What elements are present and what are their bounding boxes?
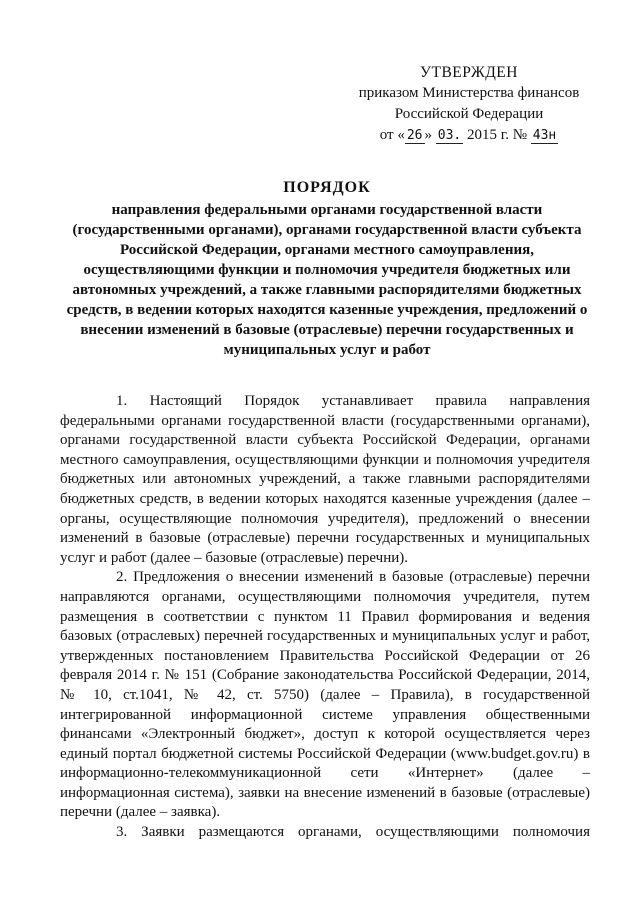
body-line: информационная система), заявки на внесение изменений в базовые (отраслевые): [60, 784, 590, 801]
body-line: перечни (далее – заявка).: [60, 804, 221, 821]
body-line: 3. Заявки размещаются органами, осуществляющими полномочия: [116, 824, 590, 841]
body-line: федеральными органами государственной власти (государственными органами),: [60, 412, 590, 429]
approval-month: 03.: [437, 128, 462, 143]
body-line: органами государственной власти субъекта Российской Федерации, органами: [60, 432, 590, 449]
document-body: [60, 392, 590, 843]
body-line: изменений в базовые (отраслевые) перечни государственных и муниципальных: [60, 530, 590, 547]
title-line: средств, в ведении которых находятся казенные учреждения, предложений о: [66, 302, 588, 318]
body-line: февраля 2014 г. № 151 (Собрание законодательства Российской Федерации, 2014,: [60, 667, 590, 684]
body-line: утвержденных постановлением Правительства Российской Федерации от 26: [60, 647, 590, 664]
approval-ministry-line: Российской Федерации: [394, 106, 544, 122]
body-line: базовых (отраслевых) перечней государственных и муниципальных услуг и работ,: [60, 628, 590, 645]
approval-stamp: [344, 62, 594, 146]
body-line: бюджетных средств, в ведении которых находятся казенные учреждения (далее –: [60, 490, 590, 507]
body-line: интегрированной информационной системе управления общественными: [60, 706, 590, 723]
title-subtitle: [52, 200, 602, 360]
body-line: № 10, ст.1041, № 42, ст. 5750) (далее – Правила), в государственной: [60, 686, 590, 703]
body-line: информационно-телекоммуникационной сети «Интернет» (далее –: [60, 765, 590, 782]
title-heading: ПОРЯДОК: [283, 179, 371, 196]
body-line: бюджетных или автономных учреждений, а также главными распорядителями: [60, 471, 590, 488]
title-line: внесении изменений в базовые (отраслевые) перечни государственных и: [80, 322, 574, 338]
body-line: местного самоуправления, осуществляющими функции и полномочия учредителя: [60, 451, 590, 468]
title-line: (государственными органами), органами государственной власти субъекта: [72, 222, 582, 238]
document-title: [52, 178, 602, 360]
body-line: органы, осуществляющие полномочия учредителя), предложений о внесении: [60, 510, 590, 527]
title-line: осуществляющими функции и полномочия учредителя бюджетных или: [83, 262, 571, 278]
body-line: услуг и работ (далее – базовые (отраслевые) перечни).: [60, 549, 409, 566]
body-line: 1. Настоящий Порядок устанавливает правила направления: [116, 393, 590, 409]
approval-day: 26: [406, 128, 423, 143]
body-line: финансами «Электронный бюджет», доступ к которой осуществляется через: [60, 726, 590, 743]
approval-order-line: приказом Министерства финансов: [358, 85, 580, 101]
body-line: единый портал бюджетной системы Российской Федерации (www.budget.gov.ru) в: [60, 745, 590, 762]
body-line: 2. Предложения о внесении изменений в базовые (отраслевые) перечни: [116, 569, 590, 586]
title-line: муниципальных услуг и работ: [223, 342, 431, 358]
title-line: направления федеральными органами государственной власти: [111, 202, 543, 218]
approval-date-line: от « 26 » 03. 2015 г. № 43н: [379, 127, 557, 143]
body-line: направляются органами, осуществляющими полномочия учредителя, путем: [60, 588, 590, 605]
approval-heading: УТВЕРЖДЕН: [420, 64, 518, 81]
title-line: Российской Федерации, органами местного самоуправления,: [120, 242, 534, 258]
body-line: размещения в соответствии с пунктом 11 Правил формирования и ведения: [60, 608, 590, 625]
title-line: автономных учреждений, а также главными распорядителями бюджетных: [72, 282, 582, 298]
approval-year: 2015 г. №: [466, 127, 528, 143]
approval-number: 43н: [532, 128, 557, 143]
